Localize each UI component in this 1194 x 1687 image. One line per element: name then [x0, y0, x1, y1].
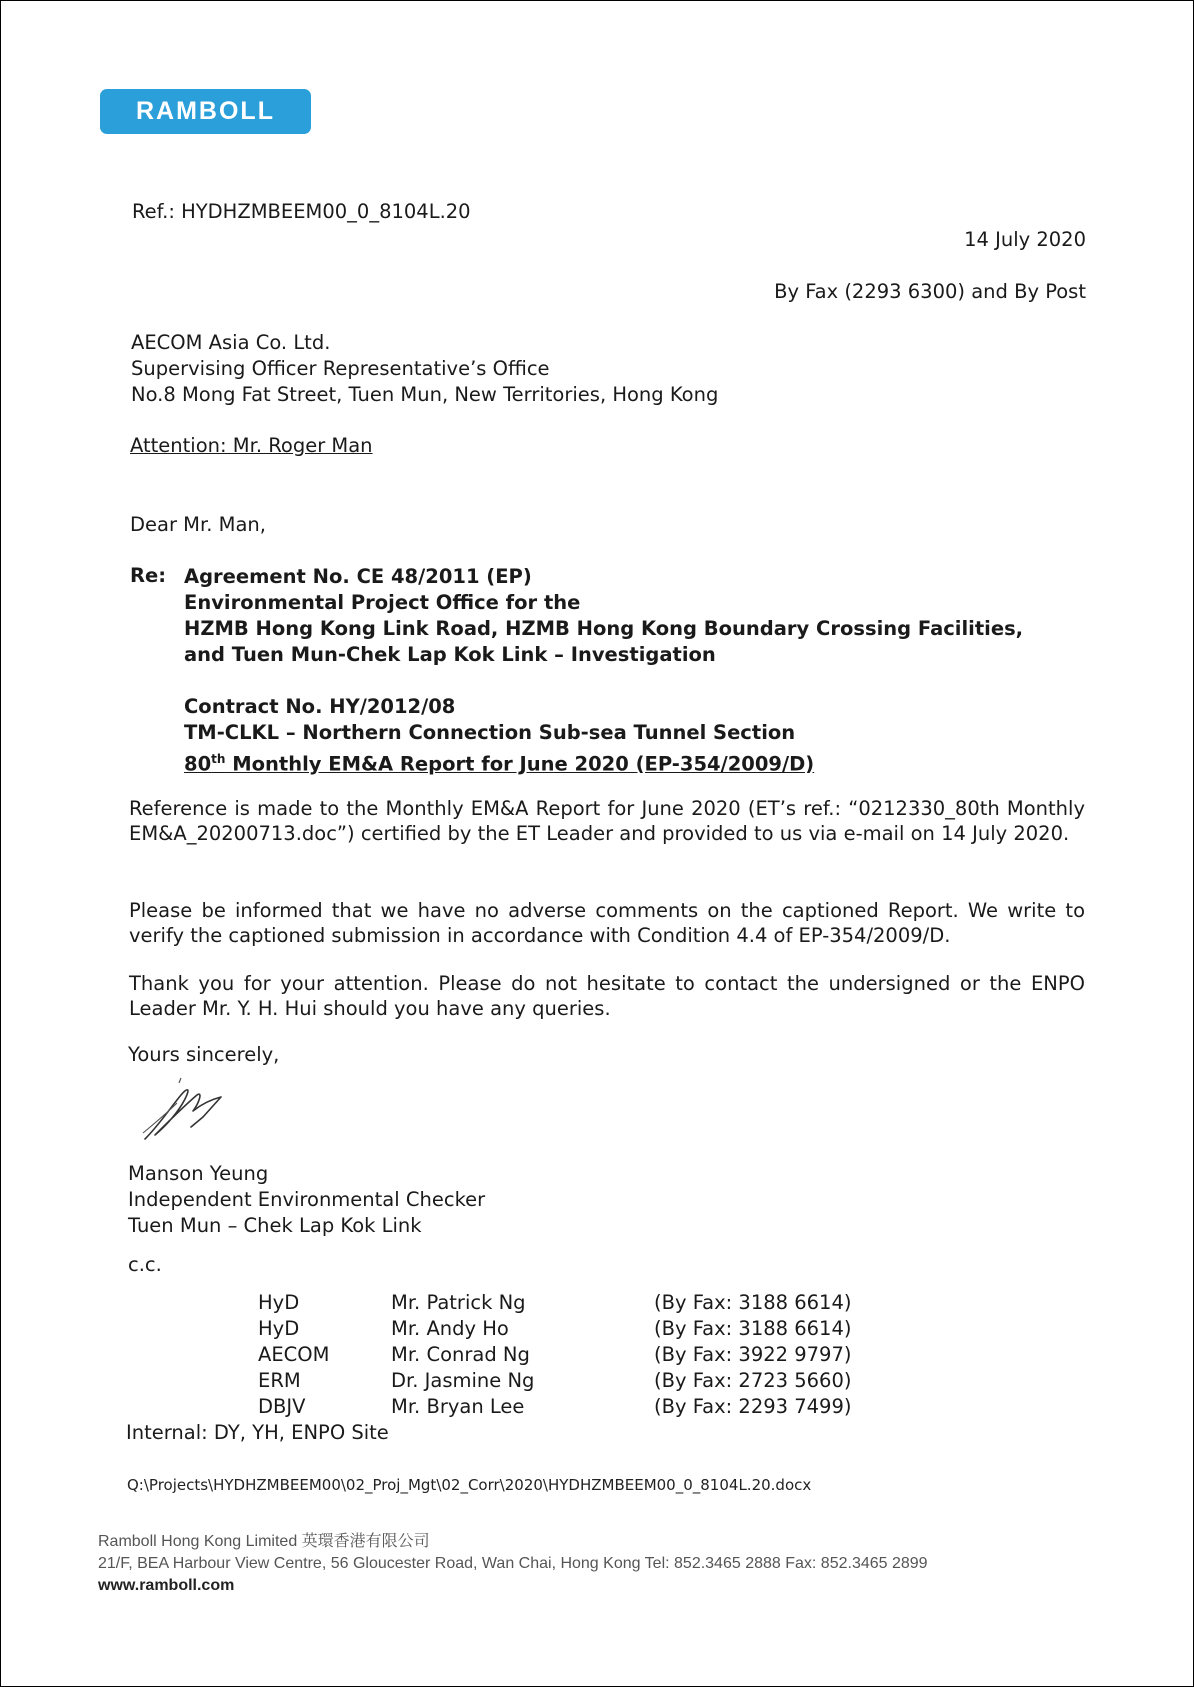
subject-block	[184, 564, 1023, 778]
cc-name: Mr. Conrad Ng	[391, 1343, 530, 1366]
cc-name: Mr. Andy Ho	[391, 1317, 509, 1340]
attention-line: Attention: Mr. Roger Man	[130, 434, 373, 457]
cc-name: Dr. Jasmine Ng	[391, 1369, 535, 1392]
cc-org-column	[258, 1290, 329, 1420]
footer-company: Ramboll Hong Kong Limited 英環香港有限公司	[98, 1533, 430, 1550]
cc-fax: (By Fax: 3188 6614)	[654, 1317, 852, 1340]
cc-org: AECOM	[258, 1343, 330, 1366]
subject-label: Re:	[130, 564, 167, 587]
body-paragraph: Please be informed that we have no adverse comments on the captioned Report. We write to verify the captioned submission in accordance with Condition 4.4 of EP-354/2009/D.	[129, 899, 1085, 947]
signatory-name: Manson Yeung	[128, 1162, 269, 1185]
logo-text: RAMBOLL	[136, 97, 275, 125]
closing: Yours sincerely,	[128, 1043, 280, 1066]
contract-line: Contract No. HY/2012/08	[184, 695, 456, 718]
report-number: 80	[184, 752, 212, 776]
reference-number: Ref.: HYDHZMBEEM00_0_8104L.20	[132, 200, 471, 223]
cc-name: Mr. Patrick Ng	[391, 1291, 526, 1314]
internal-distribution: Internal: DY, YH, ENPO Site	[126, 1421, 389, 1444]
body-paragraph: Reference is made to the Monthly EM&A Report for June 2020 (ET’s ref.: “0212330_80th Monthly EM&A_20200713.doc”) certified by the ET Leader and provided to us via e-mail on 14 July 2020.	[129, 797, 1085, 845]
cc-org: HyD	[258, 1291, 300, 1314]
company-footer	[98, 1531, 928, 1597]
letter-date: 14 July 2020	[964, 228, 1086, 251]
cc-name: Mr. Bryan Lee	[391, 1395, 525, 1418]
recipient-address	[131, 330, 718, 408]
salutation: Dear Mr. Man,	[130, 513, 266, 536]
footer-address: 21/F, BEA Harbour View Centre, 56 Gloucester Road, Wan Chai, Hong Kong Tel: 852.3465 2888 Fax: 852.3465 2899	[98, 1555, 928, 1572]
body-paragraph: Thank you for your attention. Please do not hesitate to contact the undersigned or the ENPO Leader Mr. Y. H. Hui should you have any queries.	[129, 972, 1085, 1020]
subject-line: and Tuen Mun-Chek Lap Kok Link – Investigation	[184, 643, 716, 666]
file-path: Q:\Projects\HYDHZMBEEM00\02_Proj_Mgt\02_Corr\2020\HYDHZMBEEM00_0_8104L.20.docx	[127, 1476, 812, 1494]
cc-fax: (By Fax: 2293 7499)	[654, 1395, 852, 1418]
report-title-line	[184, 746, 1023, 778]
report-suffix: th	[211, 752, 226, 766]
cc-org: DBJV	[258, 1395, 306, 1418]
cc-label: c.c.	[128, 1253, 162, 1276]
report-title: Monthly EM&A Report for June 2020 (EP-354/2009/D)	[225, 752, 815, 776]
subject-line: Agreement No. CE 48/2011 (EP)	[184, 565, 532, 588]
cc-org: HyD	[258, 1317, 300, 1340]
signatory-project: Tuen Mun – Chek Lap Kok Link	[128, 1214, 422, 1237]
cc-fax: (By Fax: 2723 5660)	[654, 1369, 852, 1392]
recipient-line: Supervising Officer Representative’s Office	[131, 357, 550, 380]
recipient-line: No.8 Mong Fat Street, Tuen Mun, New Territories, Hong Kong	[131, 383, 719, 406]
contract-line: TM-CLKL – Northern Connection Sub-sea Tunnel Section	[184, 721, 796, 744]
subject-line: HZMB Hong Kong Link Road, HZMB Hong Kong Boundary Crossing Facilities,	[184, 617, 1024, 640]
cc-name-column	[391, 1290, 534, 1420]
cc-fax: (By Fax: 3922 9797)	[654, 1343, 852, 1366]
cc-org: ERM	[258, 1369, 301, 1392]
ramboll-logo	[100, 89, 311, 134]
signatory-block	[128, 1161, 485, 1239]
recipient-line: AECOM Asia Co. Ltd.	[131, 331, 331, 354]
signatory-title: Independent Environmental Checker	[128, 1188, 486, 1211]
delivery-method: By Fax (2293 6300) and By Post	[774, 280, 1086, 303]
signature-image	[141, 1073, 251, 1145]
cc-fax: (By Fax: 3188 6614)	[654, 1291, 852, 1314]
footer-website: www.ramboll.com	[98, 1577, 235, 1594]
cc-fax-column	[654, 1290, 851, 1420]
subject-line: Environmental Project Office for the	[184, 591, 581, 614]
